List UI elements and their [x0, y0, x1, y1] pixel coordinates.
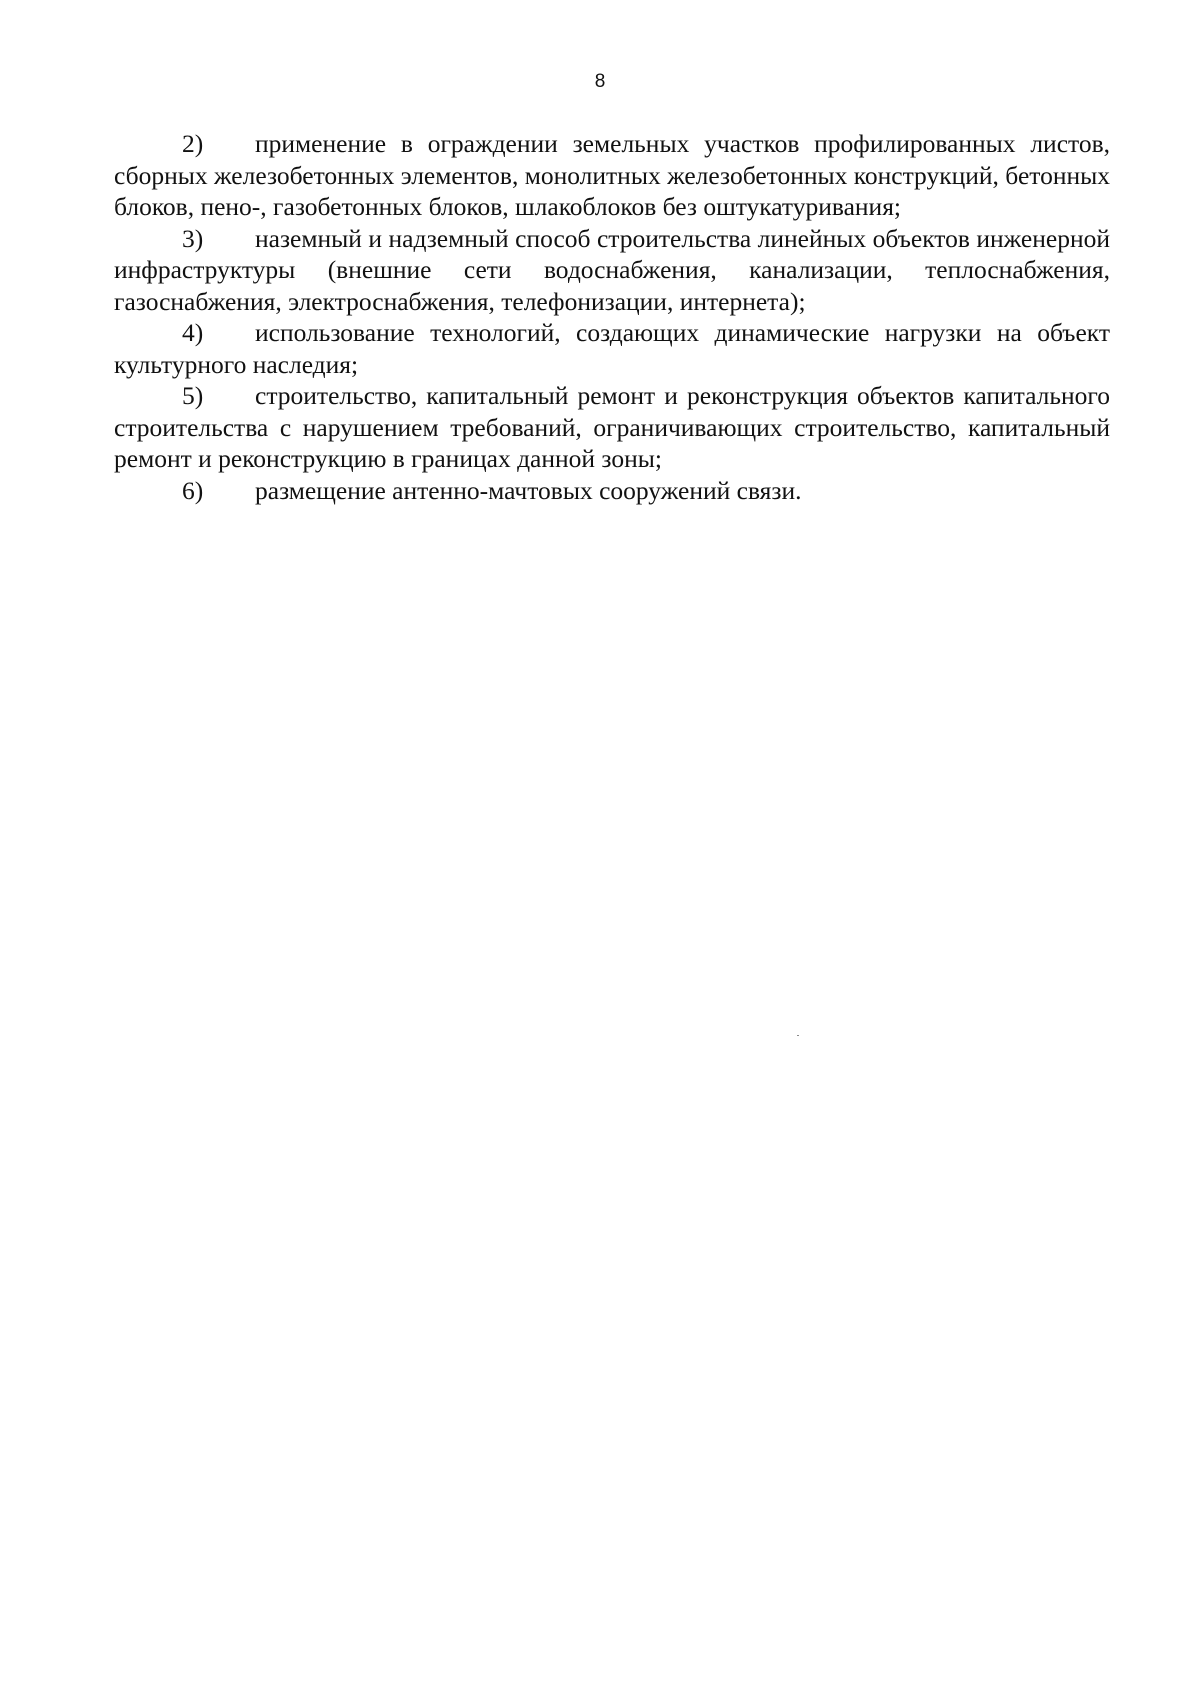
list-item-text: наземный и надземный способ строительства линейных объектов инженерной инфраструктуры (внешние сети водоснабжения, канализации, теплоснабжения, газоснабжения, электроснабжения, телефонизации, интернета); — [114, 223, 1110, 316]
list-item-number: 2) — [182, 129, 204, 158]
list-item-number: 6) — [182, 475, 204, 505]
list-item — [114, 223, 1110, 318]
page-number: 8 — [594, 71, 606, 92]
list-item-text: применение в ограждении земельных участков профилированных листов, сборных железобетонных элементов, монолитных железобетонных конструкций, бетонных блоков, пено-, газобетонных блоков, шлакоблоков без оштукатуривания; — [114, 129, 1110, 221]
list-item — [114, 128, 1110, 223]
list-item — [114, 317, 1110, 380]
list-item — [114, 475, 1110, 507]
list-item-number: 3) — [182, 223, 204, 253]
list-item-text: строительство, капитальный ремонт и реконструкция объектов капитального строительства с нарушением требований, ограничивающих строительство, капитальный ремонт и реконструкцию в границах данной зоны; — [114, 381, 1110, 473]
scan-speck — [797, 1035, 799, 1036]
list-item-text: размещение антенно-мачтовых сооружений связи. — [255, 475, 802, 505]
list-item-number: 4) — [182, 318, 204, 347]
list-body — [114, 128, 1110, 506]
list-item-number: 5) — [182, 381, 204, 410]
list-item-text: использование технологий, создающих динамические нагрузки на объект культурного наследия; — [114, 318, 1110, 379]
list-item — [114, 380, 1110, 475]
